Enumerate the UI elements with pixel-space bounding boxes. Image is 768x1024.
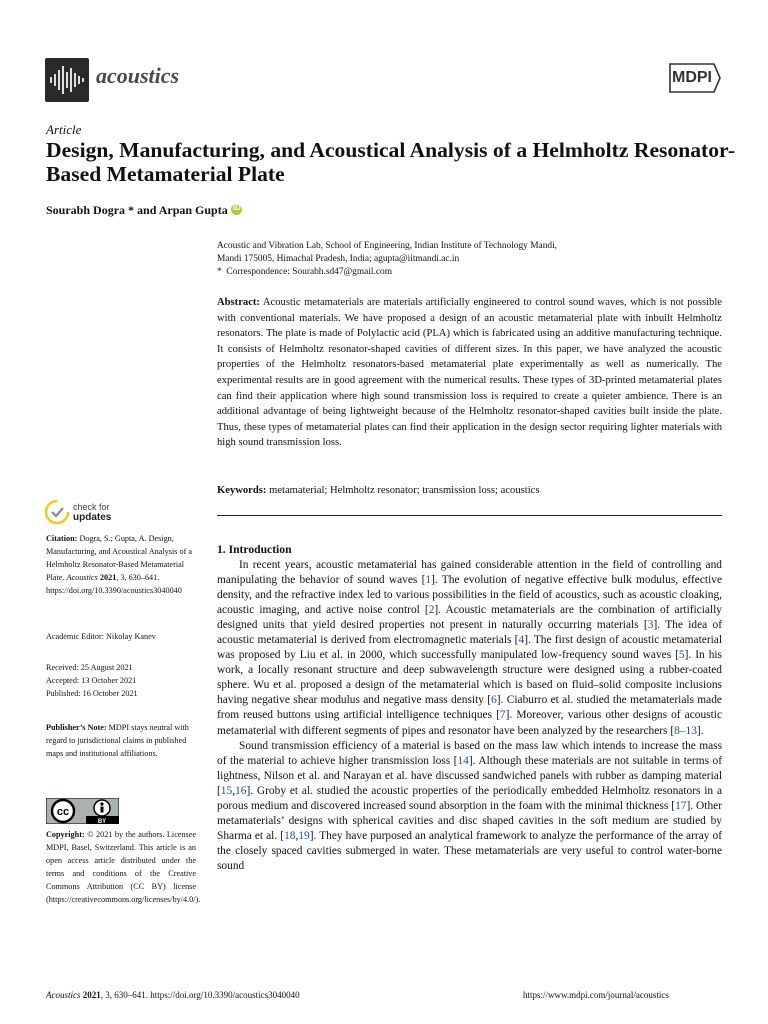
- paragraph-text: ]. The idea of acoustic metamaterial is derived from electromagnetic materials [: [217, 619, 722, 647]
- correspondence: [217, 266, 727, 279]
- citation-ref-link[interactable]: 3: [647, 619, 654, 632]
- keywords: [217, 485, 722, 496]
- citation-ref-link[interactable]: 6: [491, 694, 497, 707]
- abstract: [217, 295, 722, 451]
- authors-text: Sourabh Dogra * and Arpan Gupta: [46, 203, 228, 217]
- paragraph-text: ]. The evolution of negative effective bulk modulus, effective density, and the refractive index led to various possibilities in the field of acoustics, such as acoustic cloaking, acoustic imaging, and active noise control [: [217, 574, 722, 617]
- paragraph-text: Sound transmission efficiency of a material is based on the mass law which intends to increase the mass of the material to achieve higher transmission loss [: [217, 739, 722, 767]
- citation-journal: Acoustics: [66, 573, 98, 582]
- paragraph-text: ]. They have purposed an analytical framework to analyze the performance of the array of the closely spaced cavities submerged in water. These metamaterials are very useful to control water-borne sound: [217, 829, 722, 872]
- affiliation: [217, 240, 727, 278]
- section-divider: [217, 515, 722, 516]
- by-text: BY: [97, 819, 107, 824]
- paragraph-2: [217, 739, 722, 874]
- citation-ref-link[interactable]: 7: [499, 709, 506, 722]
- paragraph-text: ]. Although these materials are not suitable in terms of lightness, Nilson et al. and Narayan et al. have discussed sandwiched panels with rubber as damping material [: [217, 754, 722, 797]
- academic-editor: Academic Editor: Nikolay Kanev: [46, 632, 156, 641]
- keywords-text: metamaterial; Helmholtz resonator; transmission loss; acoustics: [269, 485, 540, 496]
- paragraph-text: ]. Ciaburro et al. studied the metamaterials made from reused buttons using artificial intelligence techniques [: [217, 694, 722, 722]
- paragraph-text: ]. Other metamaterials’ designs with spherical cavities and disc shaped cavities in the soft medium are studied by Sharma et al. [: [217, 799, 722, 842]
- footer-journal-url[interactable]: https://www.mdpi.com/journal/acoustics: [523, 990, 669, 1000]
- citation-ref-link[interactable]: 17: [675, 799, 687, 812]
- waveform-icon: [49, 64, 85, 96]
- mdpi-label: MDPI: [672, 69, 712, 86]
- paragraph-text: ]. In his work, a locally resonant structure and deep subwavelength structure were designed using a rubber-coated sphere. Wu et al. proposed a design of the metamaterial which is based on fluid–solid composite inclusions having negative shear modulus and negative mass density [: [217, 649, 722, 707]
- journal-name: acoustics: [96, 63, 180, 88]
- citation-ref-link[interactable]: 14: [457, 754, 469, 767]
- check-line-2: updates: [73, 512, 112, 523]
- citation-ref-link[interactable]: 15: [220, 784, 233, 797]
- citation-text: Dogra, S.; Gupta, A. Design, Manufacturing, and Acoustical Analysis of a Helmholtz Resonator-Based Metamaterial Plate.: [46, 534, 192, 582]
- footer-citation: [46, 990, 300, 1000]
- section-heading-introduction: 1. Introduction: [217, 543, 292, 556]
- paragraph-text: ]. The first design of acoustic metamaterial was proposed by Liu et al. in 2000, which successfully manipulated low-frequency sound waves [: [217, 634, 722, 662]
- check-for-updates-button[interactable]: [45, 500, 165, 526]
- received-date: Received: 25 August 2021: [46, 663, 133, 672]
- author-list: [46, 203, 242, 218]
- citation-ref-link[interactable]: 8–13: [674, 724, 697, 737]
- accepted-date: Accepted: 13 October 2021: [46, 676, 137, 685]
- keywords-label: Keywords:: [217, 485, 267, 496]
- paragraph-text: ]. Moreover, various other designs of acoustic metamaterial with different segments of pipes and resonator have been analyzed by the researchers [: [217, 709, 722, 737]
- citation-ref-link[interactable]: 5: [678, 649, 685, 662]
- citation-year: 2021: [99, 573, 117, 582]
- publisher-note-label: Publisher’s Note:: [46, 723, 107, 732]
- affiliation-line-2: Mandi 175005, Himachal Pradesh, India; agupta@iitmandi.ac.in: [217, 253, 460, 264]
- cc-by-license-icon[interactable]: [46, 798, 119, 824]
- citation-ref-link[interactable]: 1: [425, 574, 432, 587]
- correspondence-label: * Correspondence:: [217, 266, 293, 277]
- paragraph-1: [217, 558, 722, 739]
- publication-dates: [46, 661, 196, 700]
- check-line-1: check for: [73, 502, 110, 512]
- citation-ref-link[interactable]: 18: [284, 829, 296, 842]
- check-updates-icon: [45, 500, 69, 524]
- affiliation-line-1: Acoustic and Vibration Lab, School of Engineering, Indian Institute of Technology Mandi,: [217, 241, 558, 251]
- footer-doi[interactable]: , 3, 630–641. https://doi.org/10.3390/acoustics3040040: [100, 990, 300, 1000]
- footer-year: 2021: [82, 990, 101, 1000]
- abstract-text: Acoustic metamaterials are materials artificially engineered to control sound waves, which is not possible with conventional materials. We have proposed a design of an acoustic metamaterial plate with inbuilt Helmholtz resonators. The plate is made of Polylactic acid (PLA) which is fabricated using an additive manufacturing technique. It consists of Helmholtz resonator-shaped cavities of different sizes. In this paper, we have analyzed the acoustic properties of the Helmholtz resonators-based metamaterial plate experimentally as well as numerically. The experimental results are in good agreement with the numerical results. These types of 3D-printed metamaterial plates can find their application where high sound transmission loss is required to create a quieter ambience. There is an additional advantage of being lightweight because of the Helmholtz resonator-shaped cavities built inside the plate. Thus, these types of metamaterial plates can find their application in the design sector requiring lighter materials with high sound transmission loss.: [217, 297, 722, 449]
- citation: [46, 532, 196, 597]
- citation-ref-link[interactable]: 19: [298, 829, 310, 842]
- citation-ref-link[interactable]: 4: [518, 634, 525, 647]
- abstract-label: Abstract:: [217, 297, 260, 308]
- paragraph-text: ,: [295, 829, 299, 842]
- copyright-notice: [46, 828, 201, 906]
- article-title: Design, Manufacturing, and Acoustical Analysis of a Helmholtz Resonator-Based Metamaterial Plate: [46, 138, 736, 186]
- body-text: [217, 558, 722, 874]
- citation-ref-link[interactable]: 16: [235, 784, 247, 797]
- paragraph-text: In recent years, acoustic metamaterial has gained considerable attention in the field of controlling and manipulating the behavior of sound waves [: [217, 559, 722, 587]
- citation-label: Citation:: [46, 534, 78, 543]
- article-type: Article: [46, 122, 82, 137]
- paragraph-text: ].: [696, 724, 704, 737]
- check-updates-label: [73, 502, 111, 523]
- copyright-label: Copyright:: [46, 830, 85, 839]
- cc-text: cc: [56, 806, 70, 818]
- mdpi-logo[interactable]: [666, 60, 722, 96]
- published-date: Published: 16 October 2021: [46, 689, 138, 698]
- correspondence-email[interactable]: Sourabh.sd47@gmail.com: [292, 266, 393, 277]
- copyright-text: © 2021 by the authors. Licensee MDPI, Basel, Switzerland. This article is an open access article distributed under the terms and conditions of the Creative Commons Attribution (CC BY) license (https://creativecommons.org/licenses/by/4.0/).: [46, 830, 201, 904]
- paragraph-text: ]. Acoustic metamaterials are the combination of artificially designed units that yield desired properties not present in naturally occurring materials [: [217, 604, 722, 632]
- paragraph-text: ]. Groby et al. studied the acoustic properties of the periodically embedded Helmholtz resonators in a porous medium and discovered increased sound absorption in the foam with the minimal thickness [: [217, 784, 722, 812]
- orcid-icon[interactable]: iD: [231, 204, 242, 215]
- publisher-note: [46, 721, 196, 760]
- publisher-note-text: MDPI stays neutral with regard to jurisdictional claims in published maps and institutional affiliations.: [46, 723, 189, 758]
- citation-ref-link[interactable]: 2: [428, 604, 435, 617]
- paragraph-text: ,: [232, 784, 236, 797]
- footer-journal: Acoustics: [46, 990, 81, 1000]
- citation-doi[interactable]: , 3, 630–641. https://doi.org/10.3390/acoustics3040040: [46, 573, 182, 595]
- journal-logo: [45, 58, 89, 102]
